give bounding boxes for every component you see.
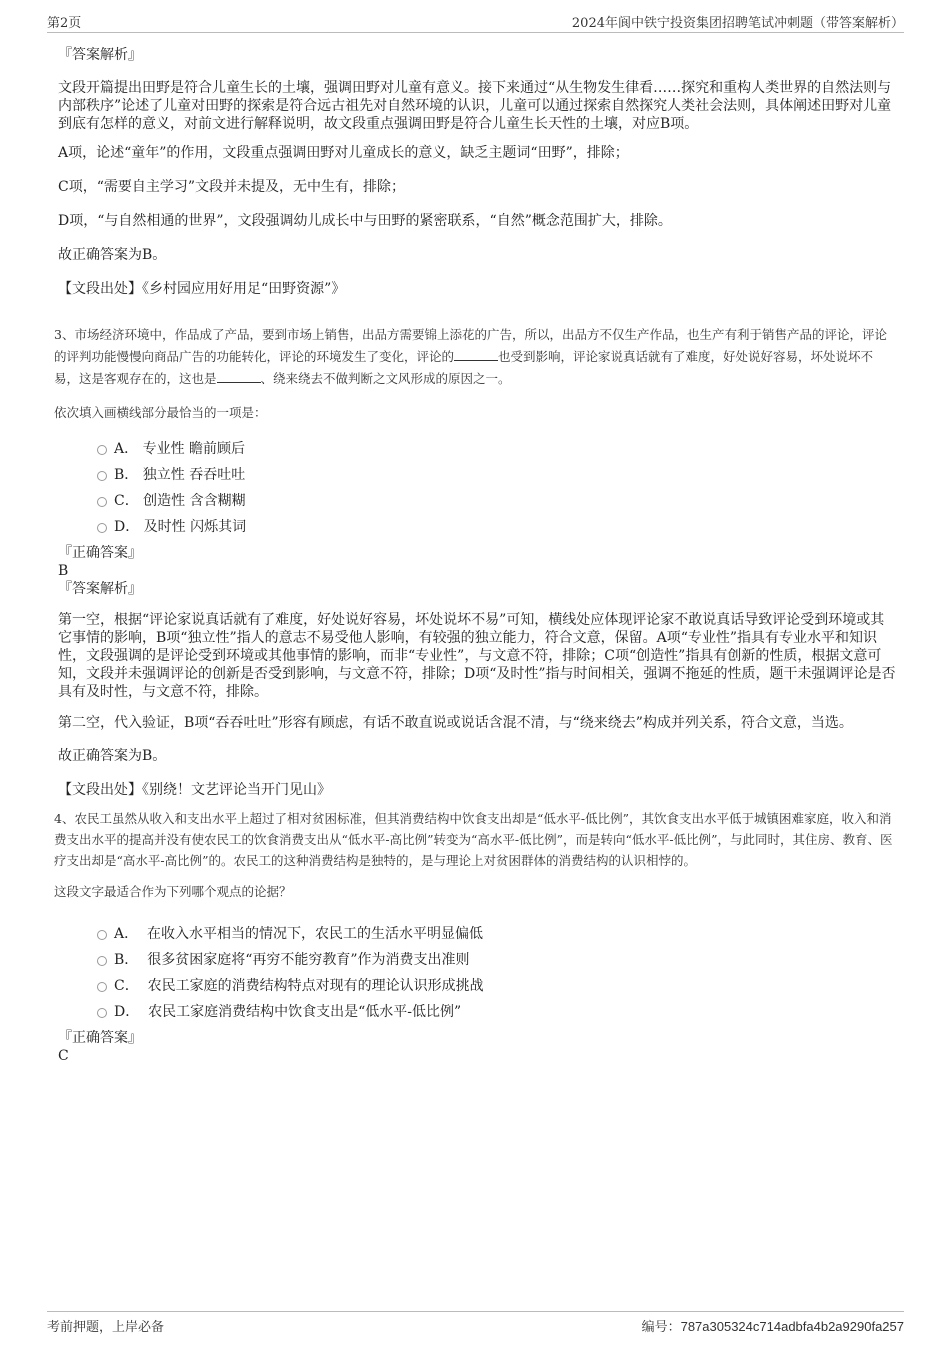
q4-stem: 4、农民工虽然从收入和支出水平上超过了相对贫困标准，但其消费结构中饮食支出却是“低水平-低比例”，其饮食支出水平低于城镇困难家庭，收入和消费支出水平的提高并没有使农民工的饮食消费支出从“低水平-高比例”转变为“高水平-低比例”，而是转向“低水平-低比例”，与此同时，其住房、教育、医疗支出却是“高水平-高比例”的。农民工的这种消费结构是独特的，是与理论上对贫困群体的消费结构的认识相悖的。 xyxy=(54,811,893,868)
document-title: 2024年阆中铁宁投资集团招聘笔试冲刺题（带答案解析） xyxy=(571,16,904,31)
q3-source: 【文段出处】《别绕！文艺评论当开门见山》 xyxy=(58,782,331,798)
q3-stem-part-1: 3、市场经济环境中，作品成了产品，要到市场上销售，出品方需要锦上添花的广告，所以，出品方不仅生产作品，也生产有利于销售产品的评论，评论的评判功能慢慢向商品广告的功能转化，评论的环境发生了变化，评论的 xyxy=(54,327,887,364)
q3-option-a[interactable] xyxy=(58,436,898,462)
page-footer xyxy=(47,1311,904,1336)
q2-source: 【文段出处】《乡村园应用好用足“田野资源”》 xyxy=(58,281,346,297)
radio-button[interactable] xyxy=(97,930,107,940)
q3-answer: B xyxy=(58,563,69,579)
q2-option-c-note: C项，“需要自主学习”文段并未提及，无中生有，排除； xyxy=(58,179,406,195)
radio-button[interactable] xyxy=(97,497,107,507)
radio-button[interactable] xyxy=(97,982,107,992)
radio-button[interactable] xyxy=(97,523,107,533)
q4-option-c[interactable] xyxy=(58,973,898,999)
q2-option-a-note: A项，论述“童年”的作用，文段重点强调田野对儿童成长的意义，缺乏主题词“田野”，排除； xyxy=(58,145,629,161)
q3-option-b-label: B． 独立性 吞吞吐吐 xyxy=(114,467,246,483)
q4-answer-section xyxy=(58,1029,898,1065)
q3-stem xyxy=(54,324,898,390)
q4-option-d-label: D． 农民工家庭消费结构中饮食支出是“低水平-低比例” xyxy=(114,1004,462,1020)
q3-option-c[interactable] xyxy=(58,488,898,514)
q4-question: 这段文字最适合作为下列哪个观点的论据？ xyxy=(54,884,292,899)
q4-section xyxy=(54,808,898,901)
q3-analysis-heading: 『答案解析』 xyxy=(58,581,142,597)
q3-conclusion: 故正确答案为B。 xyxy=(58,748,167,764)
q3-analysis-1: 第一空，根据“评论家说真话就有了难度，好处说好容易，坏处说坏不易”可知，横线处应体现评论家不敢说真话导致评论受到环境或其它事情的影响，B项“独立性”指人的意志不易受他人影响，有较强的独立能力，符合文意，保留。A项“专业性”指具有专业水平和知识性，文段强调的是评论受到环境或其他事情的影响，而非“专业性”，与文意不符，排除；C项“创造性”指具有创新的性质，根据文意可知，文段并未强调评论的创新是否受到影响，与文意不符，排除；D项“及时性”指与时间相关，强调不拖延的性质，题干未强调评论是否具有及时性，与文意不符，排除。 xyxy=(58,612,896,700)
q3-stem-part-2: 也受到影响，评论家说真话就有了难度，好处说好容易，坏处说坏不易，这是客观存在的，这也是 xyxy=(54,349,874,386)
page-header xyxy=(47,12,904,33)
q4-option-b[interactable] xyxy=(58,947,898,973)
q3-answer-section xyxy=(58,544,898,799)
page-number: 第2页 xyxy=(47,16,82,31)
q4-option-b-label: B． 很多贫困家庭将“再穷不能穷教育”作为消费支出准则 xyxy=(114,952,470,968)
q3-answer-heading: 『正确答案』 xyxy=(58,545,142,561)
q3-option-a-label: A． 专业性 瞻前顾后 xyxy=(114,441,246,457)
q2-section xyxy=(58,46,898,298)
q4-option-a-label: A． 在收入水平相当的情况下，农民工的生活水平明显偏低 xyxy=(114,926,484,942)
radio-button[interactable] xyxy=(97,471,107,481)
q3-option-c-label: C． 创造性 含含糊糊 xyxy=(114,493,246,509)
radio-button[interactable] xyxy=(97,956,107,966)
q2-conclusion: 故正确答案为B。 xyxy=(58,247,167,263)
q4-options xyxy=(58,921,898,1025)
q4-option-d[interactable] xyxy=(58,999,898,1025)
q3-question: 依次填入画横线部分最恰当的一项是： xyxy=(54,405,267,420)
main-content xyxy=(54,46,898,1065)
q4-option-a[interactable] xyxy=(58,921,898,947)
q3-section xyxy=(54,324,898,422)
q3-blank-2 xyxy=(217,370,261,383)
footer-slogan: 考前押题，上岸必备 xyxy=(47,1320,165,1335)
q4-answer: C xyxy=(58,1048,69,1064)
q3-option-d[interactable] xyxy=(58,514,898,540)
radio-button[interactable] xyxy=(97,1008,107,1018)
q3-options xyxy=(58,436,898,540)
radio-button[interactable] xyxy=(97,445,107,455)
q2-option-d-note: D项，“与自然相通的世界”，文段强调幼儿成长中与田野的紧密联系，“自然”概念范围扩大，排除。 xyxy=(58,213,672,229)
q2-analysis-text: 文段开篇提出田野是符合儿童生长的土壤，强调田野对儿童有意义。接下来通过“从生物发生律看……探究和重构人类世界的自然法则与内部秩序”论述了儿童对田野的探索是符合远古祖先对自然环境的认识，儿童可以通过探索自然探究人类社会法则，具体阐述田野对儿童到底有怎样的意义，对前文进行解释说明，故文段重点强调田野是符合儿童生长天性的土壤，对应B项。 xyxy=(58,80,892,132)
q3-blank-1 xyxy=(454,348,498,361)
q3-option-b[interactable] xyxy=(58,462,898,488)
q3-option-d-label: D． 及时性 闪烁其词 xyxy=(114,519,247,535)
q3-stem-part-3: 、绕来绕去不做判断之文风形成的原因之一。 xyxy=(260,371,511,386)
q4-option-c-label: C． 农民工家庭的消费结构特点对现有的理论认识形成挑战 xyxy=(114,978,484,994)
q3-analysis-2: 第二空，代入验证，B项“吞吞吐吐”形容有顾虑，有话不敢直说或说话含混不清，与“绕来绕去”构成并列关系，符合文意，当选。 xyxy=(58,715,853,731)
q4-answer-heading: 『正确答案』 xyxy=(58,1030,142,1046)
q2-analysis-heading: 『答案解析』 xyxy=(58,47,142,63)
document-code: 编号：787a305324c714adbfa4b2a9290fa257 xyxy=(641,1319,904,1334)
